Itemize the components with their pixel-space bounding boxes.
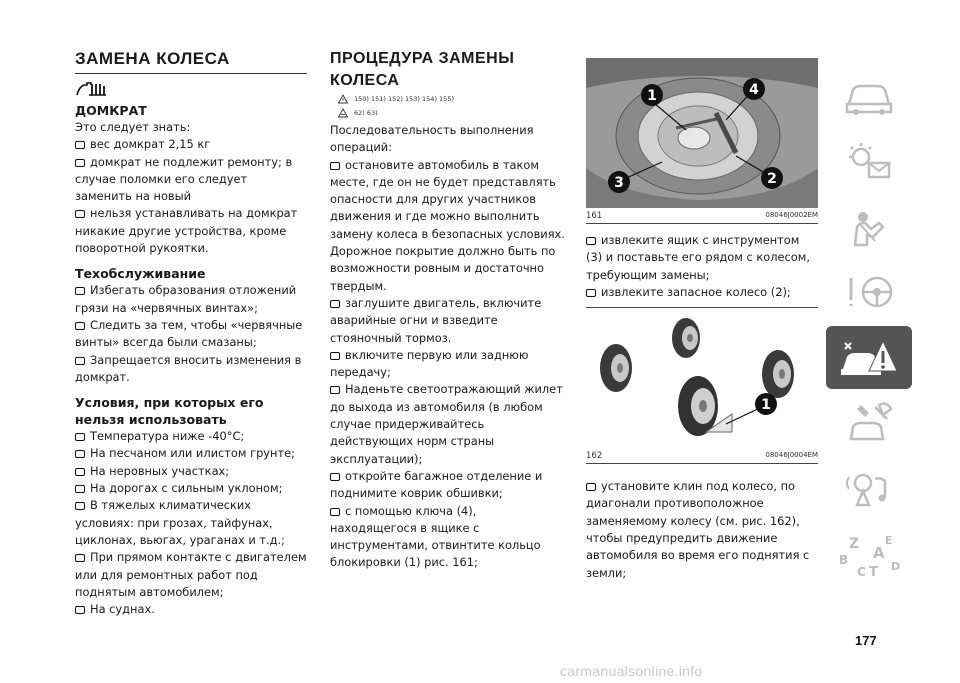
list-item: нельзя устанавливать на домкрат никакие другие устройства, кроме поворотной рукоятки. xyxy=(75,205,307,257)
column-figures xyxy=(586,58,818,582)
list-item: Температура ниже -40°C; xyxy=(75,428,307,445)
wheel-front xyxy=(678,376,718,436)
car-overview-icon xyxy=(839,74,899,118)
callout-1: 1 xyxy=(761,397,771,414)
callout-1: 1 xyxy=(647,88,657,104)
starting-driving-icon xyxy=(839,270,899,314)
index-letter: B xyxy=(839,553,849,567)
figure-code: 08046J0004EM xyxy=(765,451,818,460)
figure-161 xyxy=(586,58,818,224)
column-jack-info xyxy=(75,48,307,618)
tab-index[interactable] xyxy=(826,523,912,586)
list-item: заглушите двигатель, включите аварийные огни и взведите стояночный тормоз. xyxy=(330,295,566,347)
index-letter: Z xyxy=(849,536,860,552)
list-item: извлеките ящик с инструментом (3) и поставьте его рядом с колесом, требующим замены; xyxy=(586,232,818,284)
title-rule xyxy=(75,73,307,74)
conditions-heading: Условия, при которых его нельзя использовать xyxy=(75,395,264,428)
list-item: Следить за тем, чтобы «червячные винты» всегда были смазаны; xyxy=(75,317,307,352)
figure-number: 162 xyxy=(586,451,603,462)
wheel-right xyxy=(762,350,794,398)
index-letter: C xyxy=(857,565,866,578)
list-item: остановите автомобиль в таком месте, где он не будет представлять опасности для других участников движения и где можно выполнить замену колеса в безопасных условиях. Дорожное покрытие должно быть по возможности ровным и достаточно твердым. xyxy=(330,157,566,295)
wheel-chock-illustration xyxy=(586,316,818,448)
list-item: На дорогах с сильным уклоном; xyxy=(75,480,307,497)
index-letter: E xyxy=(885,534,893,547)
tab-maintenance[interactable] xyxy=(826,392,912,455)
tab-multimedia[interactable] xyxy=(826,457,912,520)
jack-tool-icon xyxy=(75,80,113,98)
column-procedure xyxy=(330,48,566,572)
figure-162-caption xyxy=(586,451,818,464)
list-item: На песчаном или илистом грунте; xyxy=(75,445,307,462)
list-item: установите клин под колесо, по диагонали противоположное заменяемому колесу (см. рис. 162), чтобы предупредить движение автомобиля во время его поднятия с земли; xyxy=(586,478,818,582)
list-item: включите первую или заднюю передачу; xyxy=(330,347,566,382)
index-letter: D xyxy=(891,560,901,573)
wheel-top xyxy=(672,318,700,358)
procedure-title: ПРОЦЕДУРА ЗАМЕНЫ КОЛЕСА xyxy=(330,50,515,89)
list-item: домкрат не подлежит ремонту; в случае поломки его следует заменить на новый xyxy=(75,154,307,206)
spare-wheel-well-illustration xyxy=(586,58,818,208)
list-item: В тяжелых климатических условиях: при грозах, тайфунах, циклонах, вьюгах, ураганах и т.д.; xyxy=(75,497,307,549)
section-title: ЗАМЕНА КОЛЕСА xyxy=(75,49,230,68)
list-item: вес домкрат 2,15 кг xyxy=(75,136,307,153)
multimedia-icon xyxy=(839,467,899,511)
note-refs xyxy=(338,106,566,120)
emergency-icon xyxy=(837,335,901,381)
maintenance-icon xyxy=(839,401,899,445)
list-item: При прямом контакте с двигателем или для ремонтных работ под поднятым автомобилем; xyxy=(75,549,307,601)
page-number: 177 xyxy=(855,633,877,648)
list-item: Наденьте светоотражающий жилет до выхода из автомобиля (в любом случае придерживайтесь действующих норм страны эксплуатации); xyxy=(330,381,566,467)
chapter-sidebar xyxy=(826,64,912,588)
figure-number: 161 xyxy=(586,211,603,221)
figure-code: 08046J0002EM xyxy=(765,211,818,219)
warning-refs-text: 150) 151) 152) 153) 154) 155) xyxy=(354,95,454,103)
index-letter: T xyxy=(869,565,878,578)
warning-triangle-icon xyxy=(338,94,348,104)
callout-4: 4 xyxy=(749,82,759,98)
index-letter: A xyxy=(873,544,885,562)
tab-warning-lights[interactable] xyxy=(826,130,912,193)
jack-heading: ДОМКРАТ xyxy=(75,103,147,118)
figure-161-caption xyxy=(586,211,818,224)
tab-safety[interactable] xyxy=(826,195,912,258)
tab-emergency[interactable] xyxy=(826,326,912,389)
tab-starting-driving[interactable] xyxy=(826,261,912,324)
figure-162 xyxy=(586,316,818,464)
divider xyxy=(586,307,818,308)
tab-car-overview[interactable] xyxy=(826,64,912,127)
list-item: На неровных участках; xyxy=(75,463,307,480)
list-item: На суднах. xyxy=(75,601,307,618)
index-icon xyxy=(835,530,903,578)
note-triangle-icon xyxy=(338,108,348,118)
list-item: Избегать образования отложений грязи на «червячных винтах»; xyxy=(75,282,307,317)
jack-intro: Это следует знать: xyxy=(75,120,191,134)
wheel-left xyxy=(600,344,632,392)
list-item: извлеките запасное колесо (2); xyxy=(586,284,818,301)
procedure-intro: Последовательность выполнения операций: xyxy=(330,123,534,155)
maintenance-heading: Техобслуживание xyxy=(75,266,206,282)
callout-2: 2 xyxy=(767,171,777,187)
note-refs-text: 62) 63) xyxy=(354,109,378,117)
watermark[interactable]: carmanualsonline.info xyxy=(560,663,703,679)
list-item: Запрещается вносить изменения в домкрат. xyxy=(75,352,307,387)
warning-lights-icon xyxy=(839,139,899,183)
warning-refs xyxy=(338,92,566,106)
list-item: откройте багажное отделение и поднимите коврик обшивки; xyxy=(330,468,566,503)
safety-icon xyxy=(839,205,899,249)
list-item: с помощью ключа (4), находящегося в ящике с инструментами, отвинтите кольцо блокировки (1) рис. 161; xyxy=(330,503,566,572)
callout-3: 3 xyxy=(614,175,624,191)
